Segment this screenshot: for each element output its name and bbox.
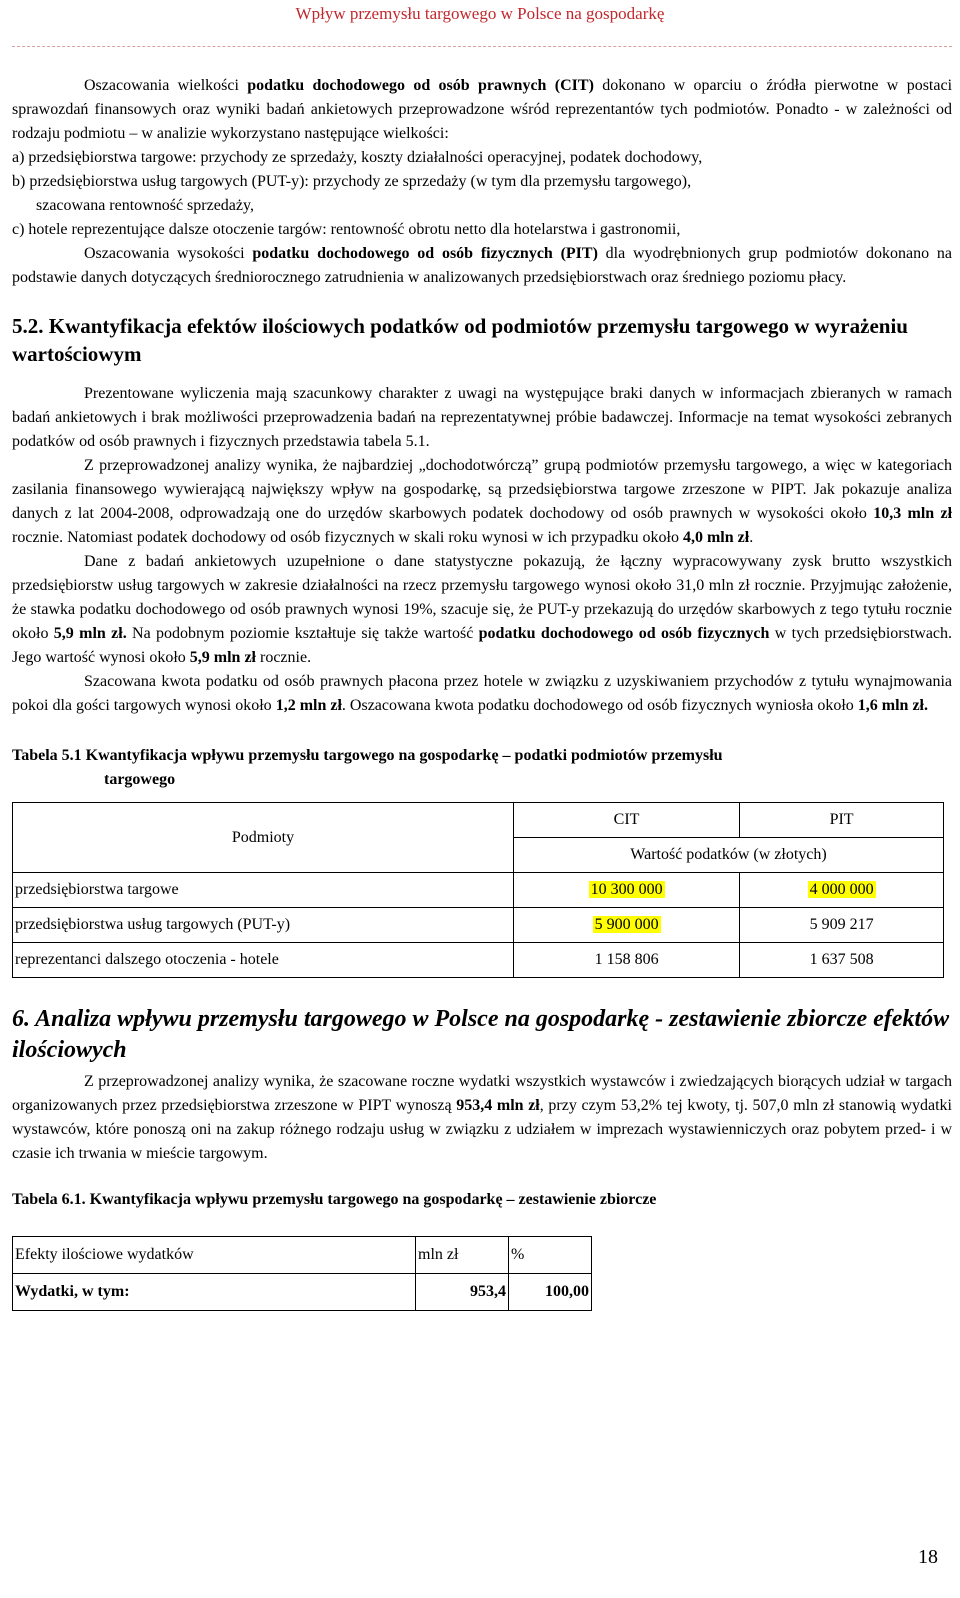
percent-cell: 100,00: [509, 1274, 592, 1311]
bold-value: 1,6 mln zł.: [857, 697, 928, 714]
section-heading-5-2: 5.2. Kwantyfikacja efektów ilościowych podatków od podmiotów przemysłu targowego w wyrażeniu wartościowym: [12, 314, 908, 366]
header-cell-units: Wartość podatków (w złotych): [514, 838, 944, 873]
bold-value: 5,9 mln zł: [189, 649, 256, 666]
header-divider: [12, 46, 952, 47]
table-6-1: [12, 1236, 592, 1311]
text-run: Na podobnym poziomie kształtuje się także wartość: [126, 625, 479, 642]
text-run: Dane z badań ankietowych uzupełnione o dane statystyczne pokazują, że łączny wypracowywany zysk brutto wszystkich przedsiębiorstw usług targowych w zakresie działalności na rzecz przemysłu targowego wynosi około 31,0 mln zł rocznie. Przyjmując założenie, że stawka podatku dochodowego od osób prawnych wynosi 19%, szacuje się, że PUT-y przekazują do urzędów skarbowych z tego tytułu rocznie około: [12, 553, 952, 642]
bold-term-cit: podatku dochodowego od osób prawnych (CIT): [247, 77, 594, 94]
pit-cell: [740, 873, 944, 908]
header-cell-pit: PIT: [740, 803, 944, 838]
table-row: [13, 943, 944, 978]
intro-paragraph-cit: [12, 74, 952, 146]
bold-value: 4,0 mln zł: [682, 529, 750, 546]
text-run: Z przeprowadzonej analizy wynika, że najbardziej „dochodotwórczą” grupą podmiotów przemysłu targowego, a więc w kategoriach zasilania finansowego wywierającą największy wpływ na gospodarkę, są przedsiębiorstwa targowe zrzeszone w PIPT. Jak pokazuje analiza danych z lat 2004-2008, odprowadzają one do urzędów skarbowych podatek dochodowy od osób prawnych w wysokości około: [12, 457, 952, 522]
document-body: [12, 74, 952, 1311]
header-cell-percent: %: [509, 1237, 592, 1274]
header-cell-unit: mln zł: [416, 1237, 509, 1274]
intro-paragraph-pit: [12, 242, 952, 290]
section52-paragraph-2: [12, 454, 952, 550]
pit-cell: 1 637 508: [740, 943, 944, 978]
bold-value: 953,4 mln zł: [456, 1097, 540, 1114]
section52-paragraph-3: [12, 550, 952, 670]
bold-term-pit: podatku dochodowego od osób fizycznych (PIT): [252, 245, 598, 262]
table-title-line: targowego: [104, 771, 176, 788]
highlighted-value: 10 300 000: [590, 881, 663, 898]
text-run: Szacowana kwota podatku od osób prawnych płacona przez hotele w związku z uzyskiwaniem przychodów z tytułu wynajmowania pokoi dla gości targowych wynosi około: [12, 673, 952, 714]
header-cell-cit: CIT: [514, 803, 740, 838]
text-run: .: [749, 529, 754, 546]
cit-cell: [514, 873, 740, 908]
section52-paragraph-4: [12, 670, 952, 718]
row-label: reprezentanci dalszego otoczenia - hotele: [13, 943, 514, 978]
table-header-row: [13, 1237, 592, 1274]
bold-value: 5,9 mln zł.: [53, 625, 127, 642]
text-run: Oszacowania wysokości: [84, 245, 253, 262]
page-header-title: Wpływ przemysłu targowego w Polsce na gospodarkę: [295, 4, 665, 23]
text-run: w tych przedsiębiorstwach. Jego wartość wynosi około: [12, 625, 953, 666]
text-run: Oszacowania wielkości: [84, 77, 248, 94]
highlighted-value: 5 900 000: [594, 916, 659, 933]
table-row: [13, 1274, 592, 1311]
text-run: , przy czym 53,2% tej kwoty, tj. 507,0 mln zł stanowią wydatki wystawców, które ponoszą oni na zakup różnego rodzaju usług w związku z udziałem w imprezach wystawienniczych oraz pobytem przed- i w czasie ich trwania w mieście targowym.: [12, 1097, 952, 1162]
table-5-1-title: [12, 744, 952, 792]
table-row: [13, 908, 944, 943]
text-run: . Oszacowana kwota podatku dochodowego od osób fizycznych wyniosła około: [341, 697, 858, 714]
list-item-b: b) przedsiębiorstwa usług targowych (PUT-y): przychody ze sprzedaży (w tym dla przemysłu targowego),: [12, 173, 692, 190]
table-header-row: [13, 803, 944, 838]
table-row: [13, 873, 944, 908]
row-label: przedsiębiorstwa targowe: [13, 873, 514, 908]
pit-cell: 5 909 217: [740, 908, 944, 943]
bold-value: 10,3 mln zł: [873, 505, 953, 522]
highlighted-value: 4 000 000: [809, 881, 874, 898]
table-6-1-title: Tabela 6.1. Kwantyfikacja wpływu przemysłu targowego na gospodarkę – zestawienie zbiorcze: [12, 1191, 657, 1208]
text-run: rocznie. Natomiast podatek dochodowy od osób fizycznych w skali roku wynosi w ich przypadku około: [12, 529, 683, 546]
table-5-1: [12, 802, 944, 978]
cit-cell: [514, 908, 740, 943]
cit-cell: 1 158 806: [514, 943, 740, 978]
text-run: dokonano w oparciu o źródła pierwotne w postaci sprawozdań finansowych oraz wyniki badań ankietowych przeprowadzone wśród reprezentantów tych podmiotów. Ponadto - w zależności od rodzaju podmiotu – w analizie wykorzystano następujące wielkości:: [12, 77, 953, 142]
text-run: dla wyodrębnionych grup podmiotów dokonano na podstawie danych dotyczących średniorocznego zatrudnienia w analizowanych przedsiębiorstwach oraz średniego poziomu płacy.: [12, 245, 952, 286]
text-run: rocznie.: [255, 649, 312, 666]
page-number: 18: [918, 1546, 938, 1568]
value-cell: 953,4: [416, 1274, 509, 1311]
text-run: Z przeprowadzonej analizy wynika, że szacowane roczne wydatki wszystkich wystawców i zwiedzających biorących udział w targach organizowanych przez przedsiębiorstwa zrzeszone w PIPT wynoszą: [12, 1073, 952, 1114]
header-cell-podmioty: Podmioty: [13, 803, 514, 873]
bold-value: 1,2 mln zł: [275, 697, 342, 714]
header-cell-label: Efekty ilościowe wydatków: [13, 1237, 416, 1274]
section6-paragraph-1: [12, 1070, 952, 1166]
list-item-b-continuation: szacowana rentowność sprzedaży,: [36, 197, 254, 214]
section52-paragraph-1: Prezentowane wyliczenia mają szacunkowy charakter z uwagi na występujące braki danych w informacjach zbieranych w ramach badań ankietowych i brak możliwości przeprowadzenia badań na reprezentatywnej próbie badawczej. Informacje na temat wysokości zebranych podatków od osób prawnych i fizycznych przedstawia tabela 5.1.: [12, 385, 952, 450]
bold-term: podatku dochodowego od osób fizycznych: [478, 625, 770, 642]
list-item-c: c) hotele reprezentujące dalsze otoczenie targów: rentowność obrotu netto dla hotelarstwa i gastronomii,: [12, 221, 681, 238]
section-heading-6: 6. Analiza wpływu przemysłu targowego w Polsce na gospodarkę - zestawienie zbiorcze efektów ilościowych: [12, 1006, 950, 1063]
table-title-line: Tabela 5.1 Kwantyfikacja wpływu przemysłu targowego na gospodarkę – podatki podmiotów przemysłu: [12, 747, 723, 764]
list-item-a: a) przedsiębiorstwa targowe: przychody ze sprzedaży, koszty działalności operacyjnej, podatek dochodowy,: [12, 149, 703, 166]
row-label: Wydatki, w tym:: [13, 1274, 416, 1311]
row-label: przedsiębiorstwa usług targowych (PUT-y): [13, 908, 514, 943]
